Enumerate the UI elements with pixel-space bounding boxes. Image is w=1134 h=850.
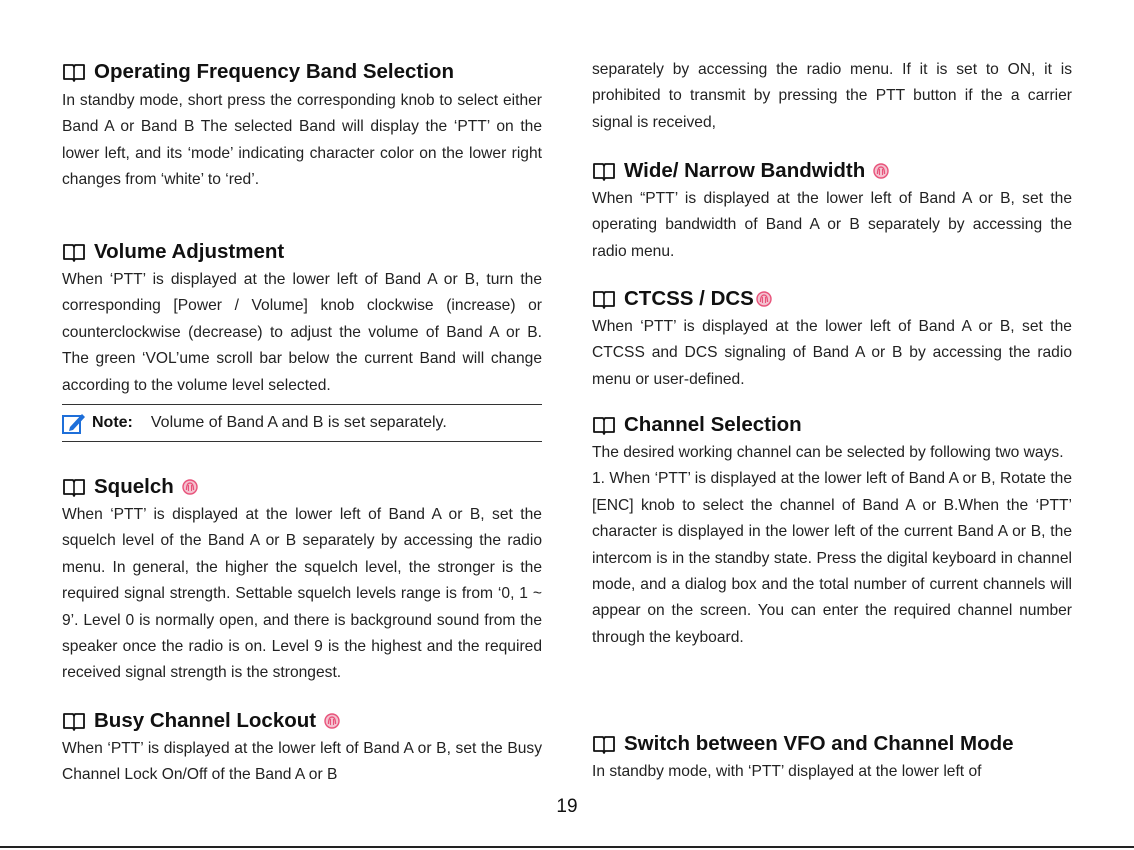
section-body: When ‘PTT’ is displayed at the lower left of Band A or B, set the Busy Channel Lock On/Off of the Band A or B bbox=[62, 740, 542, 784]
section-bandwidth bbox=[592, 156, 1072, 265]
bottom-rule bbox=[0, 846, 1134, 848]
section-vfo-channel-mode bbox=[592, 729, 1072, 785]
book-icon bbox=[62, 242, 86, 262]
section-body: The desired working channel can be selected by following two ways. bbox=[592, 444, 1064, 461]
section-body: separately by accessing the radio menu. If it is set to ON, it is prohibited to transmit by pressing the PTT button if the a carrier signal is received, bbox=[592, 61, 1072, 131]
section-title: CTCSS / DCS bbox=[624, 287, 754, 310]
section-busy-continued bbox=[592, 57, 1072, 136]
note-pencil-icon bbox=[62, 412, 86, 434]
section-header bbox=[592, 284, 1072, 314]
note-label: Note: bbox=[92, 414, 133, 431]
section-body: When ‘PTT’ is displayed at the lower left of Band A or B, turn the corresponding [Power / Volume] knob clockwise (increase) or counterclockwise (decrease) to adjust the volume of Band A or B. The green ‘VOL’ume scroll bar below the current Band will change according to the volume level selected. bbox=[62, 271, 542, 394]
section-header bbox=[592, 729, 1072, 759]
section-header bbox=[62, 472, 542, 502]
book-icon bbox=[592, 289, 616, 309]
section-header bbox=[62, 57, 542, 87]
section-busy-channel-lockout bbox=[62, 706, 542, 789]
section-body: In standby mode, with ‘PTT’ displayed at the lower left of bbox=[592, 763, 982, 780]
book-icon bbox=[62, 62, 86, 82]
book-icon bbox=[62, 477, 86, 497]
book-icon bbox=[592, 415, 616, 435]
book-icon bbox=[592, 734, 616, 754]
menu-badge-icon bbox=[182, 479, 198, 495]
note-box bbox=[62, 404, 542, 442]
section-title: Operating Frequency Band Selection bbox=[94, 60, 454, 83]
section-body: When ‘PTT’ is displayed at the lower left of Band A or B, set the CTCSS and DCS signaling of Band A or B by accessing the radio menu or user-defined. bbox=[592, 318, 1072, 388]
section-body: When “PTT’ is displayed at the lower left of Band A or B, set the operating bandwidth of Band A or B separately by accessing the radio menu. bbox=[592, 190, 1072, 260]
section-header bbox=[592, 410, 1072, 440]
section-squelch bbox=[62, 472, 542, 687]
section-volume-adjustment bbox=[62, 237, 542, 399]
section-body: When ‘PTT’ is displayed at the lower left of Band A or B, set the squelch level of the Band A or B separately by accessing the radio menu. In general, the higher the squelch level, the stronger is the required signal strength. Settable squelch levels range is from ‘0, 1 ~ 9’. Level 0 is normally open, and there is background sound from the speaker once the radio is on. Level 9 is the highest and the required received signal strength is the strongest. bbox=[62, 506, 542, 682]
menu-badge-icon bbox=[873, 163, 889, 179]
section-header bbox=[592, 156, 1072, 186]
page-number: 19 bbox=[556, 796, 578, 817]
menu-badge-icon bbox=[324, 713, 340, 729]
menu-badge-icon bbox=[756, 291, 772, 307]
section-header bbox=[62, 706, 542, 736]
section-title: Channel Selection bbox=[624, 413, 802, 436]
section-body: In standby mode, short press the corresponding knob to select either Band A or Band B The selected Band will display the ‘PTT’ on the lower left, and its ‘mode’ indicating character color on the lower right changes from ‘white’ to ‘red’. bbox=[62, 92, 542, 189]
note-text: Volume of Band A and B is set separately. bbox=[150, 414, 447, 431]
section-title: Volume Adjustment bbox=[94, 240, 285, 263]
book-icon bbox=[62, 711, 86, 731]
section-channel-selection bbox=[592, 410, 1072, 651]
section-title: Squelch bbox=[94, 475, 174, 498]
section-header bbox=[62, 237, 542, 267]
section-title: Busy Channel Lockout bbox=[94, 709, 317, 732]
section-operating-frequency bbox=[62, 57, 542, 194]
book-icon bbox=[592, 161, 616, 181]
section-title: Switch between VFO and Channel Mode bbox=[624, 732, 1014, 755]
channel-method-1: 1. When ‘PTT’ is displayed at the lower left of Band A or B, Rotate the [ENC] knob to select the channel of Band A or B.When the ‘PTT’ character is displayed in the lower left of the current Band A or B, the intercom is in the standby state. Press the digital keyboard in channel mode, and a dialog box and the total number of current channels will appear on the screen. You can enter the required channel number through the keyboard. bbox=[592, 470, 1072, 646]
section-title: Wide/ Narrow Bandwidth bbox=[624, 159, 866, 182]
section-ctcss-dcs bbox=[592, 284, 1072, 393]
